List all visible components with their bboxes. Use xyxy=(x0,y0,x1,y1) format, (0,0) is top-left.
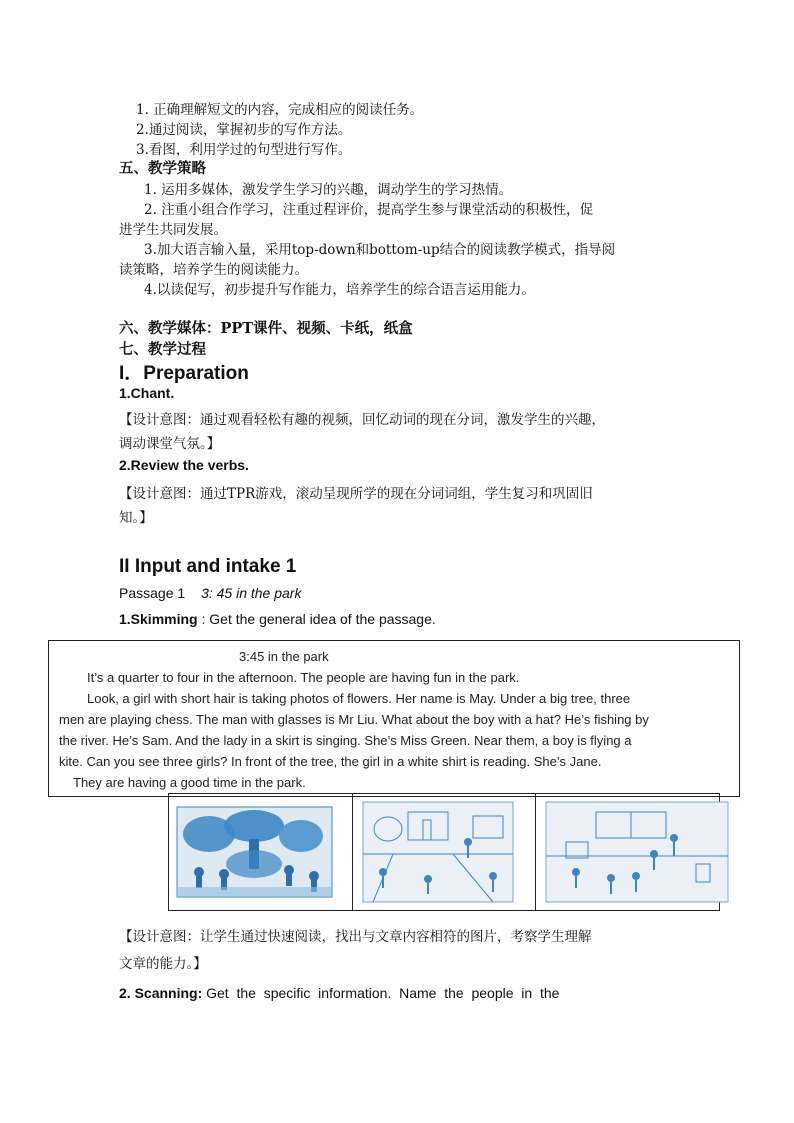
passage-title: 3:45 in the park xyxy=(239,649,329,664)
objective-2: 2.通过阅读，掌握初步的写作方法。 xyxy=(136,122,352,138)
strategy-line-6: 4.以读促写，初步提升写作能力，培养学生的综合语言运用能力。 xyxy=(144,282,535,298)
strategy-line-3: 进学生共同发展。 xyxy=(119,222,227,238)
strategy-line-4: 3.加大语言输入量，采用top-down和bottom-up结合的阅读教学模式，指导阅 xyxy=(144,242,616,258)
chant-note-line-1: 【设计意图：通过观看轻松有趣的视频，回忆动词的现在分词，激发学生的兴趣， xyxy=(119,412,605,428)
skimming-label: 1.Skimming xyxy=(119,611,198,627)
park-picture-2-icon xyxy=(353,794,537,910)
objective-1: 1. 正确理解短文的内容，完成相应的阅读任务。 xyxy=(136,102,424,118)
media-line: 六、教学媒体：PPT课件、视频、卡纸，纸盒 xyxy=(119,320,413,337)
section-preparation-title: I．Preparation xyxy=(119,363,249,384)
passage-line-2: Look, a girl with short hair is taking photos of flowers. Her name is May. Under a big tree, three xyxy=(87,691,631,706)
skimming-line xyxy=(119,611,436,627)
picture-row xyxy=(168,793,720,911)
passage-number: Passage 1 xyxy=(119,585,186,601)
review-note-line-1: 【设计意图：通过TPR游戏，滚动呈现所学的现在分词词组，学生复习和巩固旧 xyxy=(119,486,593,502)
strategy-line-5: 读策略，培养学生的阅读能力。 xyxy=(119,262,308,278)
passage-box xyxy=(48,640,740,797)
strategy-line-1: 1. 运用多媒体，激发学生学习的兴趣，调动学生的学习热情。 xyxy=(144,182,513,198)
passage-line-6: They are having a good time in the park. xyxy=(73,775,306,790)
review-heading: 2.Review the verbs. xyxy=(119,457,249,473)
passage-title-italic: 3: 45 in the park xyxy=(201,585,302,601)
strategy-line-2: 2. 注重小组合作学习，注重过程评价，提高学生参与课堂活动的积极性，促 xyxy=(144,202,594,218)
passage-line-4: the river. He’s Sam. And the lady in a skirt is singing. She’s Miss Green. Near them, a boy is flying a xyxy=(59,733,632,748)
scanning-text: Get the specific information. Name the people in the xyxy=(206,985,560,1001)
strategy-heading: 五、教学策略 xyxy=(119,160,206,177)
chant-heading: 1.Chant. xyxy=(119,385,175,401)
review-note-line-2: 知。】 xyxy=(119,510,153,526)
park-picture-1-icon xyxy=(169,794,353,910)
passage-line-1: It’s a quarter to four in the afternoon. The people are having fun in the park. xyxy=(87,670,520,685)
section-input-title: II Input and intake 1 xyxy=(119,556,297,577)
passage-line-5: kite. Can you see three girls? In front of the tree, the girl in a white shirt is reading. She’s Jane. xyxy=(59,754,602,769)
skim-note-line-2: 文章的能力。】 xyxy=(119,956,207,972)
objective-3: 3.看图，利用学过的句型进行写作。 xyxy=(136,142,352,158)
process-heading: 七、教学过程 xyxy=(119,341,206,358)
passage-label xyxy=(119,585,301,601)
park-picture-3-icon xyxy=(536,794,719,910)
scanning-line xyxy=(119,985,559,1001)
skimming-text: : Get the general idea of the passage. xyxy=(201,611,436,627)
passage-line-3: men are playing chess. The man with glasses is Mr Liu. What about the boy with a hat? He’s fishing by xyxy=(59,712,649,727)
scanning-label: 2. Scanning: xyxy=(119,985,203,1001)
chant-note-line-2: 调动课堂气氛。】 xyxy=(119,436,221,452)
skim-note-line-1: 【设计意图：让学生通过快速阅读，找出与文章内容相符的图片，考察学生理解 xyxy=(119,929,592,945)
